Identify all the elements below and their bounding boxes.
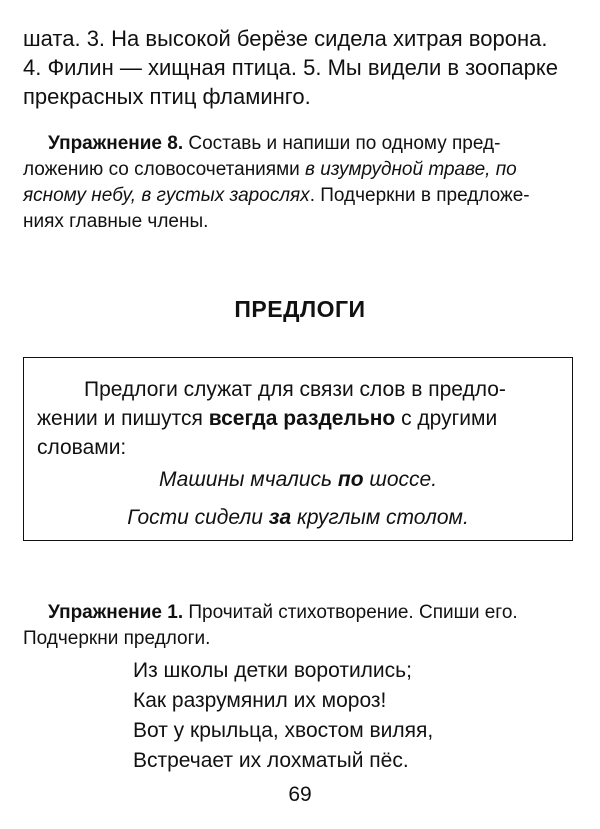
text-line: прекрасных птиц фламинго.: [23, 84, 311, 109]
rule-line3: словами:: [37, 436, 127, 459]
exercise-8-line3: [23, 183, 583, 209]
rule-text: Предлоги служат для связи слов в предло-: [84, 378, 506, 401]
rule-example-2: [24, 506, 572, 530]
rule-emphasis: всегда раздельно: [208, 407, 396, 430]
poem-line: Как разрумянил их мороз!: [133, 689, 387, 712]
exercise-1-line1: [48, 600, 578, 626]
poem-line: Вот у крыльца, хвостом виляя,: [133, 719, 434, 742]
poem-line: Из школы детки воротились;: [133, 659, 412, 682]
exercise-8-phrase: ясному небу, в густых зарослях: [23, 185, 310, 206]
exercise-8-line1: [48, 131, 578, 157]
exercise-1-text: Прочитай стихотворение. Спиши его.: [183, 602, 518, 623]
exercise-8-text: Составь и напиши по одному пред-: [183, 133, 501, 154]
exercise-8-text: ложению со словосочетаниями: [23, 159, 306, 180]
rule-line1: [62, 375, 592, 404]
exercise-1-label: Упражнение 1.: [48, 602, 184, 623]
rule-box: [23, 357, 573, 541]
exercise-8-label: Упражнение 8.: [48, 133, 184, 154]
section-title: ПРЕДЛОГИ: [234, 296, 366, 322]
poem: [133, 656, 433, 776]
poem-line: Встречает их лохматый пёс.: [133, 749, 409, 772]
exercise-8-line4: ниях главные члены.: [23, 211, 209, 232]
rule-example-1: [24, 468, 572, 492]
rule-line2: [37, 404, 567, 433]
page-number: 69: [288, 783, 312, 806]
example-text: Машины мчались: [158, 468, 338, 491]
exercise-8-phrase: в изумрудной траве, по: [305, 159, 517, 180]
example-preposition: за: [268, 506, 292, 529]
rule-text: с другими: [395, 407, 498, 430]
example-preposition: по: [337, 468, 364, 491]
exercise-8-line2: [23, 157, 583, 183]
example-text: Гости сидели: [127, 506, 269, 529]
example-text: шоссе.: [363, 468, 438, 491]
text-line: 4. Филин — хищная птица. 5. Мы видели в зоопарке: [23, 55, 558, 80]
exercise-1-line2: Подчеркни предлоги.: [23, 628, 211, 649]
text-line: шата. 3. На высокой берёзе сидела хитрая ворона.: [23, 26, 548, 51]
exercise-8-text: . Подчеркни в предложе-: [309, 185, 530, 206]
rule-text: жении и пишутся: [37, 407, 209, 430]
example-text: круглым столом.: [291, 506, 469, 529]
